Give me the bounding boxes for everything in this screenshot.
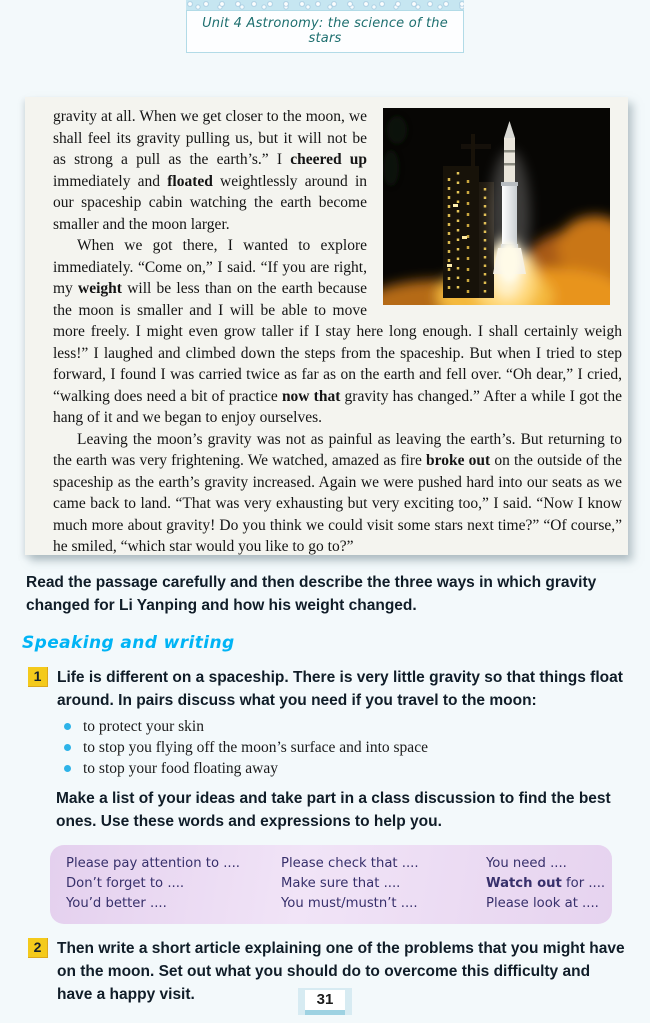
section-heading-speaking-and-writing: Speaking and writing bbox=[22, 633, 235, 653]
rocket-launch-illustration bbox=[383, 108, 610, 305]
expression-text: for .... bbox=[561, 876, 606, 891]
rocket-launch-photo bbox=[383, 108, 610, 305]
expression-item bbox=[486, 874, 606, 894]
passage-bold-floated: floated bbox=[167, 172, 213, 190]
task-2-number-badge: 2 bbox=[28, 938, 48, 958]
passage-text-segment: When we got there, I wanted to explore immediately. “Come on,” I said. “If you are right, my bbox=[53, 237, 367, 297]
expression-bold-watch-out: Watch out bbox=[486, 876, 562, 891]
expression-item: Make sure that .... bbox=[281, 876, 401, 891]
task-1-followup-instruction: Make a list of your ideas and take part in a class discussion to find the best ones. Use these words and expressions to help you. bbox=[56, 790, 611, 830]
useful-expressions-box bbox=[50, 845, 612, 924]
passage-text-segment: gravity has changed.” After a while I got the hang of it and we began to enjoy ourselves. bbox=[53, 387, 622, 426]
passage-text-segment: gravity at all. When we get closer to the moon, we shall feel its gravity pulling us, but it will not be as strong a pull as the earth’s.” I bbox=[53, 108, 367, 168]
expression-item: You need .... bbox=[486, 856, 567, 871]
bullet-text: to stop your food floating away bbox=[83, 760, 279, 777]
unit-title: Unit 4 Astronomy: the science of the stars bbox=[186, 10, 464, 53]
passage-bold-cheered-up: cheered up bbox=[290, 151, 368, 168]
passage-text-segment: on the outside of the spaceship as the earth’s gravity increased. Again we were pushed hard into our seats as we came back to land. “That was very exhausting but very exciting too,” I said. “Now I know much more about gravity! Do you think we could visit some stars next time?” “Of course,” he smiled, “which star would you like to go to?” bbox=[53, 452, 622, 555]
water-droplets-band bbox=[186, 0, 464, 10]
expression-item: Please pay attention to .... bbox=[66, 856, 240, 871]
bullet-dot-icon bbox=[64, 765, 71, 772]
task-1 bbox=[28, 666, 628, 712]
page-number-panel bbox=[298, 988, 353, 1015]
expression-item: Please check that .... bbox=[281, 856, 419, 871]
passage-bold-now-that: now that bbox=[281, 387, 341, 405]
task-1-number-badge: 1 bbox=[28, 667, 48, 687]
task-1-text: Life is different on a spaceship. There is very little gravity so that things float around. In pairs discuss what you need if you travel to the moon: bbox=[57, 669, 623, 709]
expressions-column-3 bbox=[486, 854, 606, 914]
passage-paragraph-3 bbox=[53, 429, 622, 556]
bullet-dot-icon bbox=[64, 723, 71, 730]
page-number: 31 bbox=[305, 990, 346, 1015]
passage-text-segment: will be less than on the earth because the moon is smaller and I will be able to move more freely. I might even grow taller if I stay here long enough. I shall certainly weigh less!” I laughed and climbed down the steps from the spaceship. But when I tried to step forward, I found I was carried twice as far as on the earth and fell over. “Oh dear,” I cried, “walking does need a bit of practice bbox=[53, 280, 622, 405]
reading-passage-card bbox=[25, 97, 628, 555]
list-item bbox=[64, 758, 650, 779]
bullet-dot-icon bbox=[64, 744, 71, 751]
expressions-column-2 bbox=[281, 854, 486, 914]
unit-header bbox=[186, 0, 464, 53]
bullet-text: to protect your skin bbox=[83, 718, 204, 735]
list-item bbox=[64, 737, 650, 758]
page-footer bbox=[0, 988, 650, 1015]
expression-item: Don’t forget to .... bbox=[66, 876, 185, 891]
task-1-bullet-list bbox=[64, 716, 650, 779]
passage-bold-broke-out: broke out bbox=[426, 452, 491, 469]
expressions-column-1 bbox=[66, 854, 281, 914]
passage-text-segment: Leaving the moon’s gravity was not as painful as leaving the earth’s. But returning to the earth was very frightening. We watched, amazed as fire bbox=[53, 430, 622, 469]
list-item bbox=[64, 716, 650, 737]
expression-item: You’d better .... bbox=[66, 896, 167, 911]
read-passage-instruction: Read the passage carefully and then describe the three ways in which gravity changed for Li Yanping and how his weight changed. bbox=[26, 574, 597, 614]
expression-item: You must/mustn’t .... bbox=[281, 896, 418, 911]
passage-text-segment: weightlessly around in our spaceship cabin watching the earth become smaller and the moon larger. bbox=[53, 172, 368, 233]
passage-text-segment: immediately and bbox=[53, 172, 168, 190]
expression-item: Please look at .... bbox=[486, 896, 599, 911]
task-2-text: Then write a short article explaining one of the problems that you might have on the moon. Set out what you should do to overcome this difficulty and have a happy visit. bbox=[57, 940, 625, 1003]
bullet-text: to stop you flying off the moon’s surface and into space bbox=[83, 739, 428, 756]
passage-bold-weight: weight bbox=[78, 280, 122, 297]
